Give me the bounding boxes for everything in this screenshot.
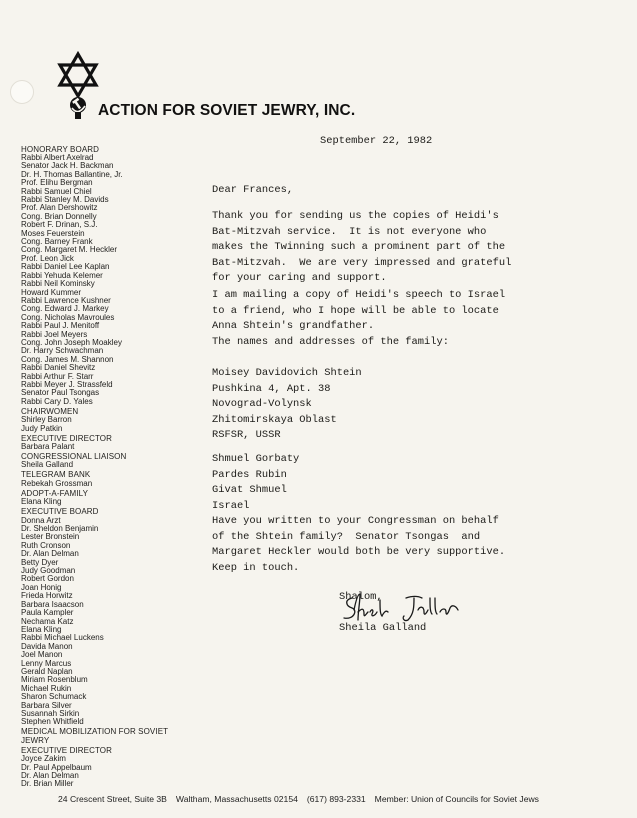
sidebar-member-name: Dr. Paul Appelbaum [21,762,92,772]
sidebar-member-name: Dr. H. Thomas Ballantine, Jr. [21,169,123,179]
sidebar-member-name: Lenny Marcus [21,658,72,668]
letter-paragraph-line: Anna Shtein's grandfather. [212,320,375,333]
sidebar-member-name: Dr. Alan Delman [21,549,79,559]
sidebar-member-name: Rabbi Neil Kominsky [21,279,95,289]
sidebar-heading: MEDICAL MOBILIZATION FOR SOVIET JEWRY [21,727,168,745]
sidebar-member-name: Gerald Naplan [21,666,73,676]
letter-paragraph-line: of the Shtein family? Senator Tsongas and [212,530,481,543]
letter-paragraph-line: Have you written to your Congressman on behalf [212,515,499,527]
sidebar-heading: TELEGRAM BANK [21,470,91,480]
sidebar-member-name: Rabbi Albert Axelrad [21,153,94,162]
letter-paragraph-line: Bat-Mitzvah. We are very impressed and grateful [212,256,512,269]
sidebar-member-name: Dr. Harry Schwachman [21,346,104,356]
sidebar-member-name: Miriam Rosenblum [21,675,88,685]
sidebar-member-name: Moses Feuerstein [21,228,85,238]
sidebar-member-name: Michael Rukin [21,683,72,693]
sidebar-section [21,490,191,507]
sidebar-member-name: Dr. Brian Miller [21,779,74,789]
sidebar-member-name: Stephen Whitfield [21,717,84,727]
sidebar-member-name: Robert Gordon [21,574,74,584]
sidebar-member-name: Shirley Barron [21,415,72,425]
sidebar-member-name: Paula Kampler [21,608,74,618]
sidebar-heading: ADOPT-A-FAMILY [21,488,89,498]
board-members-sidebar [21,144,191,789]
address-line: Zhitomirskaya Oblast [212,413,337,426]
sidebar-member-name: Rabbi Samuel Chiel [21,186,92,196]
sidebar-member-name: Barbara Palant [21,442,75,451]
footer-member: Member: Union of Councils for Soviet Jews [374,794,539,804]
sidebar-member-name: Lester Bronstein [21,532,80,542]
letter-paragraph-line: Bat-Mitzvah service. It is not everyone who [212,225,487,238]
handwritten-signature [340,590,460,626]
sidebar-member-name: Howard Kummer [21,287,82,297]
sidebar-member-name: Cong. John Joseph Moakley [21,337,122,347]
address-line: Moisey Davidovich Shtein [212,367,362,379]
sidebar-member-name: Dr. Alan Delman [21,771,79,780]
sidebar-heading: CONGRESSIONAL LIAISON [21,452,127,461]
sidebar-member-name: Prof. Elihu Bergman [21,178,93,188]
sidebar-section [21,146,191,407]
sidebar-member-name: Joel Manon [21,650,63,660]
letter-salutation: Dear Frances, [212,184,294,196]
sidebar-member-name: Dr. Sheldon Benjamin [21,524,99,534]
sidebar-member-name: Barbara Isaacson [21,599,84,609]
sidebar-member-name: Rabbi Joel Meyers [21,329,88,339]
address-line: Pushkina 4, Apt. 38 [212,382,331,395]
sidebar-member-name: Cong. Barney Frank [21,237,93,247]
sidebar-member-name: Ruth Cronson [21,540,71,550]
sidebar-member-name: Cong. Margaret M. Heckler [21,245,118,255]
address-line: Shmuel Gorbaty [212,453,300,465]
sidebar-member-name: Prof. Alan Dershowitz [21,203,98,213]
sidebar-member-name: Senator Paul Tsongas [21,388,100,398]
sidebar-member-name: Frieda Horwitz [21,591,73,601]
sidebar-member-name: Joyce Zakim [21,754,66,764]
sidebar-member-name: Rabbi Meyer J. Strassfeld [21,379,113,389]
letter-paragraph-line: to a friend, who I hope will be able to locate [212,304,499,317]
letter-paragraph-line: for your caring and support. [212,272,387,285]
sidebar-member-name: Nechama Katz [21,616,74,626]
sidebar-member-name: Rabbi Paul J. Menitoff [21,321,100,331]
sidebar-heading: CHAIRWOMEN [21,406,79,416]
letter-date: September 22, 1982 [320,135,433,147]
sidebar-section [21,508,191,727]
sidebar-member-name: Elana Kling [21,497,62,507]
sidebar-member-name: Cong. James M. Shannon [21,354,114,364]
sidebar-member-name: Cong. Edward J. Markey [21,304,109,314]
footer-address: 24 Crescent Street, Suite 3B [58,794,167,804]
sidebar-section [21,453,191,470]
sidebar-member-name: Rabbi Arthur F. Starr [21,371,94,381]
sidebar-member-name: Donna Arzt [21,515,61,525]
sidebar-section [21,471,191,488]
sidebar-member-name: Elana Kling [21,624,62,634]
sidebar-member-name: Rabbi Cary D. Yales [21,396,93,406]
sidebar-member-name: Sharon Schumack [21,692,87,702]
sidebar-member-name: Rabbi Daniel Lee Kaplan [21,262,110,272]
sidebar-member-name: Joan Honig [21,582,62,592]
sidebar-member-name: Judy Patkin [21,423,63,433]
letter-paragraph-line: The names and addresses of the family: [212,336,449,348]
sidebar-member-name: Rabbi Yehuda Kelemer [21,270,103,280]
sidebar-heading: EXECUTIVE DIRECTOR [21,433,112,443]
letter-paragraph-line: Margaret Heckler would both be very supportive. [212,546,506,559]
sidebar-member-name: Prof. Leon Jick [21,253,74,263]
sidebar-member-name: Sheila Galland [21,460,74,470]
letter-paragraph-line: Thank you for sending us the copies of Heidi's [212,210,499,222]
sidebar-member-name: Rabbi Stanley M. Davids [21,195,109,205]
sidebar-member-name: Rabbi Daniel Shevitz [21,363,96,373]
sidebar-member-name: Judy Goodman [21,566,76,576]
sidebar-member-name: Cong. Brian Donnelly [21,211,97,221]
organization-name: ACTION FOR SOVIET JEWRY, INC. [98,102,356,119]
address-line: RSFSR, USSR [212,429,281,442]
sidebar-heading: EXECUTIVE BOARD [21,507,99,517]
sidebar-member-name: Rabbi Michael Luckens [21,633,104,643]
sidebar-section [21,408,191,433]
sidebar-member-name: Cong. Nicholas Mavroules [21,312,115,322]
footer-phone: (617) 893-2331 [306,794,366,804]
address-line: Givat Shmuel [212,484,287,497]
star-of-david-hammer-sickle-icon [55,50,101,120]
letter-closing: Shalom, [339,591,383,603]
sidebar-member-name: Susannah Sirkin [21,708,80,718]
sidebar-section [21,728,191,745]
letter-signer-name: Sheila Galland [339,622,427,634]
sidebar-heading: EXECUTIVE DIRECTOR [21,745,112,755]
sidebar-heading: HONORARY BOARD [21,144,100,154]
address-line: Israel [212,499,250,512]
sidebar-section [21,435,191,452]
address-line: Pardes Rubin [212,468,287,481]
punch-hole [10,80,34,104]
sidebar-member-name: Senator Jack H. Backman [21,161,114,171]
sidebar-member-name: Betty Dyer [21,557,59,567]
letter-paragraph-line: I am mailing a copy of Heidi's speech to Israel [212,289,506,301]
letter-paragraph-line: Keep in touch. [212,562,300,574]
sidebar-member-name: Davida Manon [21,641,73,651]
letterhead-footer [58,794,548,804]
sidebar-member-name: Rabbi Lawrence Kushner [21,295,111,305]
sidebar-member-name: Barbara Silver [21,700,72,710]
sidebar-member-name: Robert F. Drinan, S.J. [21,220,98,230]
letter-paragraph-line: makes the Twinning such a prominent part of the [212,241,506,254]
sidebar-section [21,747,191,789]
footer-city: Waltham, Massachusetts 02154 [175,794,298,804]
address-line: Novograd-Volynsk [212,398,312,411]
sidebar-member-name: Rebekah Grossman [21,478,93,488]
